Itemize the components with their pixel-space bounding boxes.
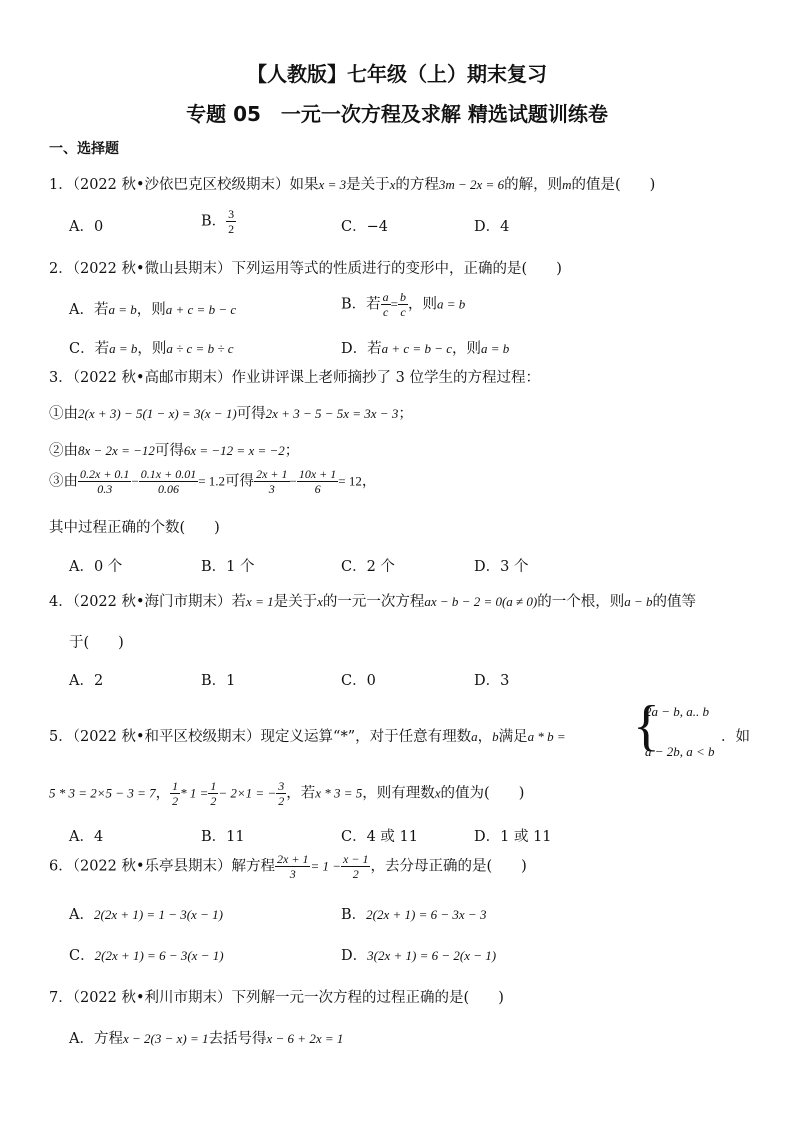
q3-option-c: C．2 个: [341, 559, 395, 575]
q1-text: 是关于: [346, 177, 390, 193]
section-heading: 一、选择题: [49, 141, 119, 157]
q5-math: x: [434, 785, 441, 801]
q2-option-c: [69, 337, 233, 358]
q4-math: a − b: [624, 594, 653, 609]
frac-num: 1: [210, 779, 217, 793]
q7-option-a: [69, 1027, 343, 1048]
q2-a-text: ，则: [136, 302, 166, 318]
q6-d-math: 3(2x + 1) = 6 − 2(x − 1): [367, 948, 497, 963]
frac-num: 3: [278, 779, 285, 793]
q2-a-label: A．若: [69, 302, 109, 318]
q4-math: x = 1: [246, 594, 274, 609]
q4-text: 4．（2022 秋•海门市期末）若: [49, 594, 247, 610]
q2-d-label: D．若: [341, 341, 382, 357]
q5-math: b: [492, 729, 499, 744]
question-3: 3．（2022 秋•高邮市期末）作业讲评课上老师摘抄了 3 位学生的方程过程：: [49, 370, 540, 386]
q5-case-1: 2a − b, a.. b: [645, 704, 710, 719]
page-subtitle: 专题 05 一元一次方程及求解 精选试题训练卷: [186, 102, 608, 126]
frac-num: 2x + 1: [277, 852, 309, 866]
q7-a-label: A．方程: [69, 1031, 123, 1047]
question-6: [49, 852, 527, 881]
q5-def-lhs: a * b =: [527, 729, 566, 744]
q6-option-c: [69, 944, 224, 965]
frac-num: 1: [172, 779, 179, 793]
q5-text: ，则有理数: [362, 785, 435, 802]
q7-a-text: 去括号得: [208, 1031, 267, 1047]
q2-b-math: a = b: [437, 296, 466, 312]
q4-text: 的一个根，则: [537, 594, 625, 610]
q6-frac2: [341, 852, 370, 881]
frac-num: 10x + 1: [298, 467, 337, 481]
q5-option-b: B．11: [201, 829, 245, 845]
q4-option-b: B．1: [201, 673, 236, 689]
q1-text: 的值是( ): [571, 177, 656, 193]
q4-option-a: A．2: [69, 673, 104, 689]
q3-s3-frac1: [78, 467, 131, 496]
question-5: [49, 725, 566, 746]
q1-option-a: A．0: [69, 219, 104, 235]
q2-a-math: a + c = b − c: [165, 302, 237, 317]
q3-s2-text: ；: [284, 443, 300, 459]
frac-den: 6: [314, 482, 321, 496]
q1-frac-den: 2: [228, 222, 235, 236]
q4-text: 的一元一次方程: [322, 594, 425, 610]
q3-s2-math: 6x = −12 = x = −2: [183, 443, 285, 458]
frac-den: 2: [172, 794, 179, 808]
q6-text: ，去分母正确的是( ): [370, 858, 527, 875]
q3-s3-text: ，: [361, 473, 377, 490]
q5-option-c: C．4 或 11: [341, 829, 418, 845]
q1-var: x: [389, 177, 396, 192]
question-2: 2．（2022 秋•微山县期末）下列运用等式的性质进行的变形中，正确的是( ): [49, 261, 562, 277]
q5-math: a: [471, 729, 478, 744]
q6-frac1: [275, 852, 310, 881]
q5-case-2: a − 2b, a < b: [645, 744, 715, 759]
q4-math: ax − b − 2 = 0(a ≠ 0): [424, 594, 538, 609]
q2-option-a: [69, 298, 236, 319]
q3-s3-frac4: [297, 467, 338, 496]
q1-option-d: D．4: [474, 219, 510, 235]
q5-text: ，: [155, 785, 171, 802]
frac-den: c: [382, 305, 389, 319]
q1-condition: x = 3: [318, 177, 347, 192]
q6-a-label: A．: [69, 907, 94, 923]
frac-den: 0.06: [158, 482, 179, 496]
q1-var-m: m: [562, 177, 572, 192]
q2-b-eq: =: [390, 296, 398, 312]
q5-brace: {: [633, 695, 660, 757]
frac-den: c: [400, 305, 406, 319]
q3-s3-frac3: [254, 467, 289, 496]
q2-c-text: ，则: [137, 341, 167, 357]
q1-text: 的解，则: [504, 177, 563, 193]
q3-option-a: A．0 个: [69, 559, 123, 575]
q5-math: − 2×1 = −: [218, 785, 277, 801]
q4-text: 是关于: [273, 594, 318, 610]
frac-den: 3: [289, 867, 296, 881]
q6-math: = 1 −: [310, 858, 342, 874]
q2-b-frac2: [398, 290, 408, 319]
q3-s1-math: 2(x + 3) − 5(1 − x) = 3(x − 1): [78, 406, 237, 421]
q6-text: 6．（2022 秋•乐亭县期末）解方程: [49, 858, 276, 875]
q3-s3-eq: = 1.2: [198, 473, 226, 489]
q2-d-text: ，则: [452, 341, 481, 357]
q2-c-math: a = b: [109, 341, 138, 356]
q6-d-label: D．: [341, 948, 368, 964]
frac-den: 0.3: [97, 482, 113, 496]
q2-b-text: ，则: [408, 296, 437, 313]
q2-c-math: a ÷ c = b ÷ c: [166, 341, 234, 356]
q5-text-tail: ．如: [721, 729, 750, 745]
q3-s3-op: −: [289, 473, 297, 489]
q6-b-math: 2(2x + 1) = 6 − 3x − 3: [366, 907, 487, 922]
q1-equation: 3m − 2x = 6: [438, 177, 505, 192]
q6-option-a: [69, 903, 223, 924]
q3-option-b: B．1 个: [201, 559, 255, 575]
q5-text: 满足: [498, 729, 528, 745]
q3-s3-text: ③由: [49, 473, 78, 490]
q3-option-d: D．3 个: [474, 559, 529, 575]
q6-c-label: C．: [69, 948, 95, 964]
q3-s3-op: −: [131, 473, 139, 489]
frac-den: 2: [352, 867, 359, 881]
q6-a-math: 2(2x + 1) = 1 − 3(x − 1): [93, 907, 223, 922]
q5-option-a: A．4: [69, 829, 104, 845]
q1-frac-num: 3: [228, 207, 235, 221]
q5-text: ，若: [286, 785, 316, 802]
frac-num: a: [382, 290, 389, 304]
question-7: 7．（2022 秋•利川市期末）下列解一元一次方程的过程正确的是( ): [49, 990, 504, 1006]
q5-text: ，: [477, 729, 493, 745]
q1-stem: 1．（2022 秋•沙依巴克区校级期末）如果: [49, 177, 319, 193]
q5-math: * 1 =: [180, 785, 209, 801]
q3-s1-text: ①由: [49, 406, 78, 422]
q7-a-math: x − 6 + 2x = 1: [266, 1031, 344, 1046]
q3-s2-text: ②由: [49, 443, 78, 459]
question-1: [49, 173, 655, 194]
q2-option-b: [341, 290, 465, 319]
q3-s1-text: ；: [398, 406, 413, 422]
page-title: 【人教版】七年级（上）期末复习: [247, 62, 547, 86]
q2-a-math: a = b: [108, 302, 137, 317]
q1-option-b: [201, 207, 236, 236]
q5-frac3: [276, 779, 286, 808]
q1-text: 的方程: [395, 177, 439, 193]
frac-num: 0.1x + 0.01: [140, 467, 197, 481]
q2-b-label: B．若: [341, 296, 381, 313]
frac-den: 3: [268, 482, 275, 496]
q3-s3-frac2: [139, 467, 198, 496]
q3-tail: 其中过程正确的个数( ): [49, 520, 220, 536]
q4-math: x: [317, 594, 323, 609]
q5-line-2: [49, 779, 524, 808]
q3-s2-math: 8x − 2x = −12: [78, 443, 155, 458]
q3-step-2: [49, 439, 299, 460]
q4-option-d: D．3: [474, 673, 510, 689]
q5-option-d: D．1 或 11: [474, 829, 552, 845]
q1-option-b-label: B．: [201, 213, 227, 230]
q4-text: 的值等: [652, 594, 697, 610]
q5-frac1: [170, 779, 180, 808]
q6-option-b: [341, 903, 486, 924]
frac-num: x − 1: [343, 852, 369, 866]
q5-text: 的值为( ): [440, 785, 525, 802]
frac-num: 2x + 1: [256, 467, 288, 481]
q3-s3-eq: = 12: [338, 473, 362, 489]
q1-option-c: C．−4: [341, 219, 388, 235]
q3-s2-text: 可得: [154, 443, 184, 459]
q5-math: x * 3 = 5: [315, 785, 363, 801]
q5-frac2: [208, 779, 218, 808]
frac-num: 0.2x + 0.1: [80, 467, 130, 481]
q2-d-math: a + c = b − c: [381, 341, 452, 356]
q7-a-math: x − 2(3 − x) = 1: [122, 1031, 209, 1046]
q3-s1-math: 2x + 3 − 5 − 5x = 3x − 3: [265, 406, 399, 421]
q3-step-3: [49, 467, 376, 496]
q3-step-1: [49, 402, 413, 423]
frac-num: b: [400, 290, 406, 304]
q4-option-c: C．0: [341, 673, 376, 689]
frac-den: 2: [210, 794, 217, 808]
q2-b-frac1: [381, 290, 391, 319]
q6-option-d: [341, 944, 496, 965]
q6-c-math: 2(2x + 1) = 6 − 3(x − 1): [94, 948, 224, 963]
q3-s1-text: 可得: [236, 406, 266, 422]
q2-option-d: [341, 337, 509, 358]
q6-b-label: B．: [341, 907, 367, 923]
q5-text: 5．（2022 秋•和平区校级期末）现定义运算“*”，对于任意有理数: [49, 729, 472, 745]
frac-den: 2: [278, 794, 285, 808]
q4-tail: 于( ): [69, 635, 124, 651]
question-4: [49, 590, 696, 611]
q2-c-label: C．若: [69, 341, 110, 357]
q1-option-b-fraction: [226, 207, 236, 236]
q3-s3-text: 可得: [225, 473, 255, 490]
q2-d-math: a = b: [481, 341, 510, 356]
q5-example-1: 5 * 3 = 2×5 − 3 = 7: [49, 785, 156, 801]
